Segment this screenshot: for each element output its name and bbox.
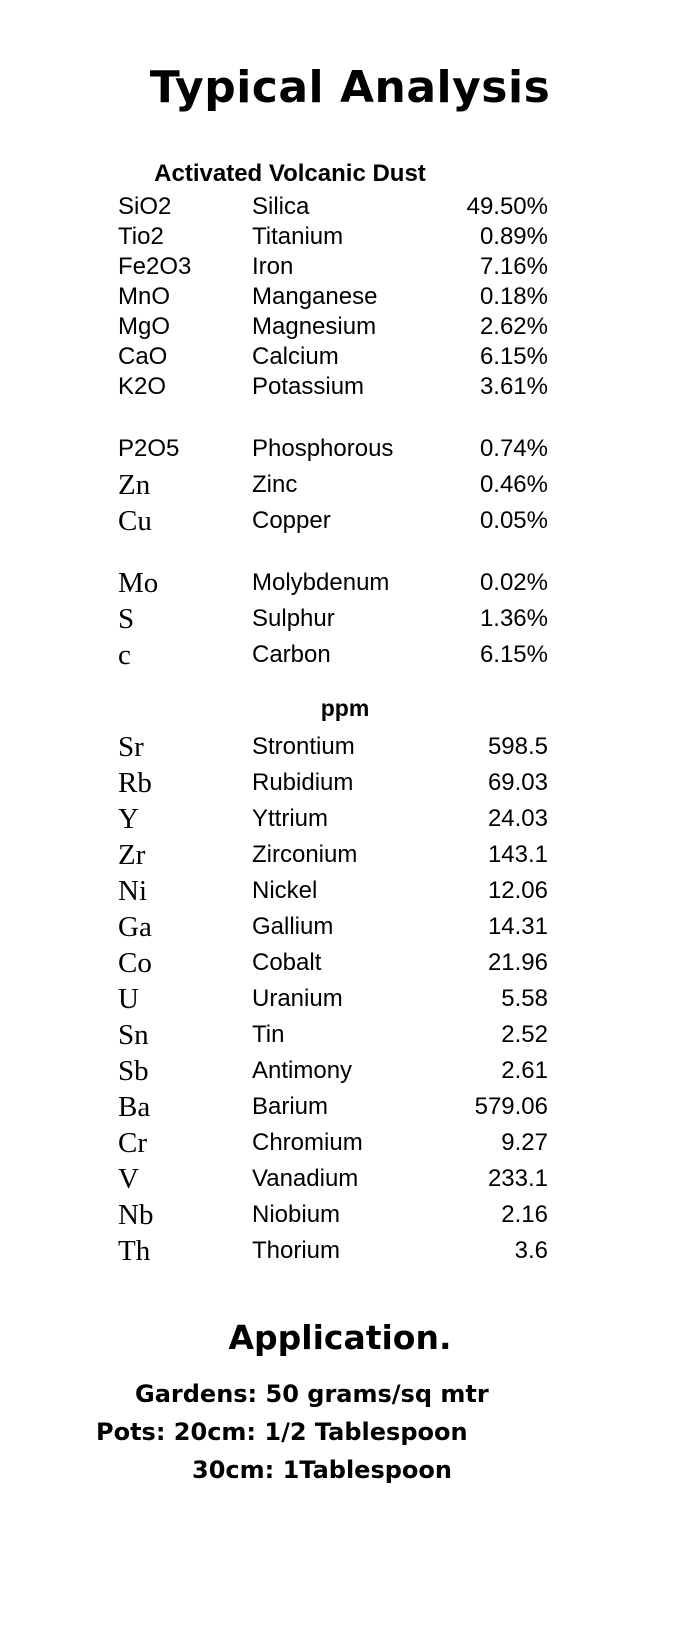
element-symbol: c	[118, 639, 131, 671]
element-value: 24.03	[487, 805, 548, 832]
element-symbol: Sr	[118, 731, 144, 763]
element-value: 5.58	[501, 985, 548, 1012]
table-row	[0, 840, 700, 874]
table-row	[0, 732, 700, 766]
table-row	[0, 604, 700, 638]
element-name: Uranium	[252, 985, 343, 1012]
table-row	[0, 1236, 700, 1270]
table-row	[0, 568, 700, 602]
table-row	[0, 372, 700, 406]
element-value: 598.5	[487, 733, 548, 760]
element-symbol: Co	[118, 947, 152, 979]
element-name: Rubidium	[252, 769, 354, 796]
table-row	[0, 912, 700, 946]
table-row	[0, 282, 700, 316]
element-value: 0.74%	[479, 435, 548, 462]
table-row	[0, 1056, 700, 1090]
element-name: Vanadium	[252, 1165, 359, 1192]
element-name: Potassium	[252, 373, 365, 400]
element-value: 21.96	[487, 949, 548, 976]
element-value: 2.16	[501, 1201, 548, 1228]
application-heading: Application.	[228, 1318, 452, 1357]
element-symbol: Rb	[118, 767, 152, 799]
element-symbol: V	[118, 1163, 139, 1195]
element-symbol: P2O5	[118, 435, 180, 462]
element-value: 3.6	[514, 1237, 548, 1264]
element-value: 0.46%	[479, 471, 548, 498]
element-name: Thorium	[252, 1237, 341, 1264]
element-symbol: Cu	[118, 505, 152, 537]
element-value: 49.50%	[466, 193, 548, 220]
element-symbol: CaO	[118, 343, 168, 370]
element-value: 579.06	[474, 1093, 548, 1120]
element-symbol: Cr	[118, 1127, 147, 1159]
element-name: Silica	[252, 193, 310, 220]
element-value: 3.61%	[479, 373, 548, 400]
table-subtitle: Activated Volcanic Dust	[154, 160, 426, 187]
element-value: 2.62%	[479, 313, 548, 340]
element-value: 2.61	[501, 1057, 548, 1084]
element-symbol: U	[118, 983, 139, 1015]
element-symbol: Th	[118, 1235, 151, 1267]
element-value: 6.15%	[479, 641, 548, 668]
table-row	[0, 312, 700, 346]
element-value: 9.27	[501, 1129, 548, 1156]
table-row	[0, 640, 700, 674]
element-name: Barium	[252, 1093, 329, 1120]
table-row	[0, 506, 700, 540]
table-row	[0, 434, 700, 468]
element-name: Molybdenum	[252, 569, 390, 596]
element-symbol: Ga	[118, 911, 152, 943]
table-row	[0, 948, 700, 982]
ppm-label: ppm	[320, 695, 370, 721]
element-name: Tin	[252, 1021, 285, 1048]
element-symbol: SiO2	[118, 193, 172, 220]
element-symbol: S	[118, 603, 135, 635]
table-row	[0, 252, 700, 286]
table-row	[0, 1020, 700, 1054]
table-row	[0, 342, 700, 376]
element-symbol: MgO	[118, 313, 171, 340]
element-value: 7.16%	[479, 253, 548, 280]
element-value: 233.1	[487, 1165, 548, 1192]
element-name: Strontium	[252, 733, 355, 760]
table-row	[0, 1200, 700, 1234]
table-row	[0, 1092, 700, 1126]
element-name: Zirconium	[252, 841, 358, 868]
element-value: 14.31	[487, 913, 548, 940]
element-symbol: Sb	[118, 1055, 149, 1087]
table-row	[0, 470, 700, 504]
table-row	[0, 1164, 700, 1198]
element-name: Chromium	[252, 1129, 363, 1156]
element-name: Phosphorous	[252, 435, 394, 462]
element-value: 69.03	[487, 769, 548, 796]
table-row	[0, 804, 700, 838]
element-name: Carbon	[252, 641, 331, 668]
element-symbol: Y	[118, 803, 139, 835]
element-name: Gallium	[252, 913, 334, 940]
element-name: Manganese	[252, 283, 378, 310]
element-value: 0.02%	[479, 569, 548, 596]
element-symbol: Zr	[118, 839, 146, 871]
table-row	[0, 222, 700, 256]
page-title: Typical Analysis	[149, 62, 551, 113]
element-name: Magnesium	[252, 313, 377, 340]
element-name: Antimony	[252, 1057, 353, 1084]
element-symbol: K2O	[118, 373, 167, 400]
element-name: Cobalt	[252, 949, 322, 976]
element-value: 12.06	[487, 877, 548, 904]
application-pots-30cm: 30cm: 1Tablespoon	[192, 1456, 452, 1484]
element-symbol: Ni	[118, 875, 147, 907]
element-symbol: Ba	[118, 1091, 151, 1123]
table-row	[0, 984, 700, 1018]
element-name: Iron	[252, 253, 294, 280]
element-name: Niobium	[252, 1201, 341, 1228]
element-value: 0.05%	[479, 507, 548, 534]
table-row	[0, 876, 700, 910]
table-row	[0, 768, 700, 802]
element-symbol: Sn	[118, 1019, 149, 1051]
element-symbol: Mo	[118, 567, 159, 599]
application-gardens: Gardens: 50 grams/sq mtr	[135, 1380, 489, 1408]
element-symbol: Tio2	[118, 223, 164, 250]
element-value: 0.89%	[479, 223, 548, 250]
element-value: 143.1	[487, 841, 548, 868]
element-name: Zinc	[252, 471, 298, 498]
element-symbol: MnO	[118, 283, 171, 310]
element-value: 1.36%	[479, 605, 548, 632]
element-name: Nickel	[252, 877, 318, 904]
element-name: Copper	[252, 507, 331, 534]
table-row	[0, 192, 700, 226]
table-row	[0, 1128, 700, 1162]
element-name: Titanium	[252, 223, 344, 250]
application-pots-20cm: Pots: 20cm: 1/2 Tablespoon	[96, 1418, 468, 1446]
element-symbol: Zn	[118, 469, 151, 501]
element-name: Calcium	[252, 343, 339, 370]
element-symbol: Nb	[118, 1199, 154, 1231]
element-value: 2.52	[501, 1021, 548, 1048]
element-value: 6.15%	[479, 343, 548, 370]
element-value: 0.18%	[479, 283, 548, 310]
element-name: Yttrium	[252, 805, 329, 832]
element-symbol: Fe2O3	[118, 253, 192, 280]
element-name: Sulphur	[252, 605, 335, 632]
